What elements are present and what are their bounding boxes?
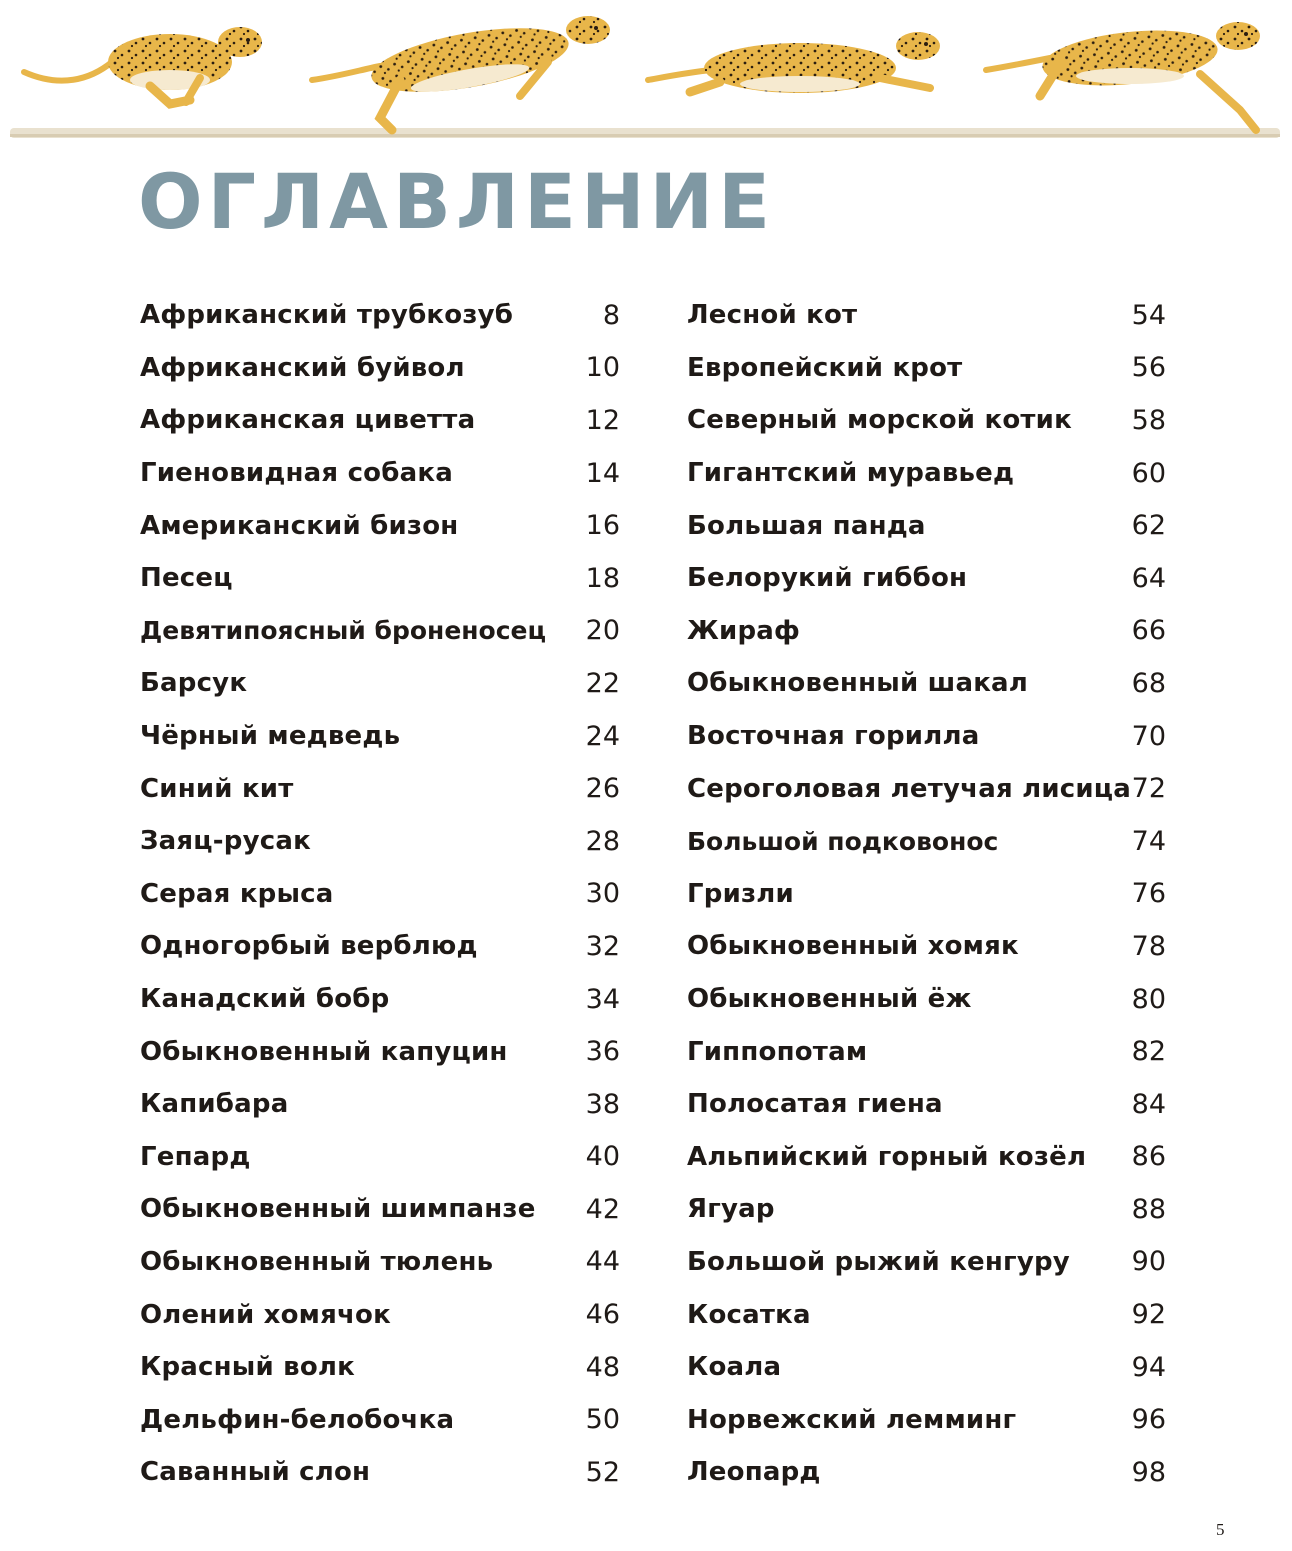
toc-entry[interactable] bbox=[687, 1025, 1166, 1078]
entry-page-number: 32 bbox=[585, 930, 620, 962]
toc-entry[interactable] bbox=[687, 657, 1166, 710]
entry-title: Леопард bbox=[687, 1457, 821, 1488]
cheetah-illustration bbox=[0, 0, 1292, 150]
toc-entry[interactable] bbox=[140, 762, 620, 815]
toc-entry[interactable] bbox=[687, 394, 1166, 447]
entry-page-number: 12 bbox=[585, 404, 620, 436]
entry-title: Европейский крот bbox=[687, 352, 963, 383]
entry-page-number: 42 bbox=[585, 1193, 620, 1225]
entry-title: Африканская циветта bbox=[140, 405, 476, 436]
entry-page-number: 66 bbox=[1131, 615, 1166, 647]
entry-page-number: 86 bbox=[1131, 1141, 1166, 1173]
entry-page-number: 70 bbox=[1131, 720, 1166, 752]
toc-entry[interactable] bbox=[687, 1341, 1166, 1394]
ground-line bbox=[10, 134, 1280, 137]
entry-page-number: 50 bbox=[585, 1404, 620, 1436]
entry-title: Канадский бобр bbox=[140, 984, 390, 1015]
entry-title: Обыкновенный ёж bbox=[687, 984, 972, 1015]
entry-title: Капибара bbox=[140, 1089, 289, 1120]
toc-entry[interactable] bbox=[687, 1393, 1166, 1446]
entry-title: Обыкновенный шимпанзе bbox=[140, 1194, 536, 1225]
entry-page-number: 62 bbox=[1131, 510, 1166, 542]
toc-entry[interactable] bbox=[140, 710, 620, 763]
toc-entry[interactable] bbox=[140, 1236, 620, 1289]
entry-title: Девятипоясный броненосец bbox=[140, 616, 547, 646]
entry-page-number: 60 bbox=[1131, 457, 1166, 489]
entry-page-number: 14 bbox=[585, 457, 620, 489]
toc-entry[interactable] bbox=[687, 868, 1166, 921]
cheetah-figure-1 bbox=[24, 27, 262, 104]
entry-title: Жираф bbox=[687, 615, 800, 646]
toc-entry[interactable] bbox=[687, 815, 1166, 868]
entry-page-number: 54 bbox=[1131, 299, 1166, 331]
toc-entry[interactable] bbox=[140, 1183, 620, 1236]
toc-entry[interactable] bbox=[687, 552, 1166, 605]
entry-title: Гиеновидная собака bbox=[140, 458, 453, 489]
toc-entry[interactable] bbox=[140, 605, 620, 658]
toc-entry[interactable] bbox=[687, 1446, 1166, 1499]
entry-title: Обыкновенный тюлень bbox=[140, 1246, 494, 1277]
toc-entry[interactable] bbox=[140, 1446, 620, 1499]
entry-page-number: 78 bbox=[1131, 930, 1166, 962]
entry-page-number: 56 bbox=[1131, 352, 1166, 384]
entry-title: Восточная горилла bbox=[687, 721, 980, 752]
entry-page-number: 64 bbox=[1131, 562, 1166, 594]
entry-title: Гепард bbox=[140, 1141, 251, 1172]
toc-left-column bbox=[140, 289, 620, 1499]
toc-entry[interactable] bbox=[687, 1131, 1166, 1184]
toc-entry[interactable] bbox=[687, 920, 1166, 973]
entry-title: Олений хомячок bbox=[140, 1299, 391, 1330]
entry-page-number: 98 bbox=[1131, 1456, 1166, 1488]
entry-page-number: 46 bbox=[585, 1299, 620, 1331]
entry-page-number: 88 bbox=[1131, 1193, 1166, 1225]
page-title: ОГЛАВЛЕНИЕ bbox=[138, 157, 776, 246]
entry-page-number: 44 bbox=[585, 1246, 620, 1278]
entry-page-number: 38 bbox=[585, 1088, 620, 1120]
toc-entry[interactable] bbox=[687, 1078, 1166, 1131]
entry-page-number: 76 bbox=[1131, 878, 1166, 910]
entry-page-number: 58 bbox=[1131, 404, 1166, 436]
entry-page-number: 68 bbox=[1131, 667, 1166, 699]
toc-entry[interactable] bbox=[687, 1288, 1166, 1341]
toc-entry[interactable] bbox=[140, 447, 620, 500]
entry-page-number: 72 bbox=[1131, 773, 1166, 805]
entry-page-number: 10 bbox=[585, 352, 620, 384]
entry-title: Гиппопотам bbox=[687, 1036, 868, 1067]
entry-title: Гигантский муравьед bbox=[687, 458, 1015, 489]
entry-page-number: 84 bbox=[1131, 1088, 1166, 1120]
toc-entry[interactable] bbox=[140, 973, 620, 1026]
entry-page-number: 74 bbox=[1131, 825, 1166, 857]
toc-entry[interactable] bbox=[140, 289, 620, 342]
entry-page-number: 92 bbox=[1131, 1299, 1166, 1331]
toc-entry[interactable] bbox=[140, 815, 620, 868]
cheetah-figure-4 bbox=[986, 22, 1260, 130]
entry-page-number: 28 bbox=[585, 825, 620, 857]
entry-page-number: 82 bbox=[1131, 1036, 1166, 1068]
toc-entry[interactable] bbox=[687, 710, 1166, 763]
toc-entry[interactable] bbox=[687, 447, 1166, 500]
entry-page-number: 18 bbox=[585, 562, 620, 594]
toc-entry[interactable] bbox=[140, 1025, 620, 1078]
toc-entry[interactable] bbox=[687, 605, 1166, 658]
toc-entry[interactable] bbox=[687, 499, 1166, 552]
toc-entry[interactable] bbox=[140, 1288, 620, 1341]
entry-title: Синий кит bbox=[140, 773, 294, 804]
toc-entry[interactable] bbox=[140, 657, 620, 710]
entry-title: Африканский трубкозуб bbox=[140, 300, 514, 331]
toc-entry[interactable] bbox=[140, 1131, 620, 1184]
cheetah-figure-2 bbox=[312, 16, 610, 130]
entry-page-number: 52 bbox=[585, 1456, 620, 1488]
entry-page-number: 48 bbox=[585, 1351, 620, 1383]
entry-page-number: 24 bbox=[585, 720, 620, 752]
toc-entry[interactable] bbox=[140, 342, 620, 395]
entry-page-number: 8 bbox=[602, 299, 620, 331]
entry-title: Чёрный медведь bbox=[140, 721, 401, 752]
toc-entry[interactable] bbox=[140, 1078, 620, 1131]
entry-title: Саванный слон bbox=[140, 1457, 371, 1488]
toc-entry[interactable] bbox=[140, 1341, 620, 1394]
entry-title: Дельфин-белобочка bbox=[140, 1404, 455, 1435]
entry-title: Песец bbox=[140, 563, 233, 594]
toc-entry[interactable] bbox=[140, 499, 620, 552]
entry-title: Красный волк bbox=[140, 1352, 355, 1383]
entry-title: Большой рыжий кенгуру bbox=[687, 1246, 1070, 1277]
entry-title: Обыкновенный шакал bbox=[687, 668, 1029, 699]
toc-entry[interactable] bbox=[687, 1236, 1166, 1289]
entry-page-number: 30 bbox=[585, 878, 620, 910]
entry-page-number: 90 bbox=[1131, 1246, 1166, 1278]
entry-title: Белорукий гиббон bbox=[687, 563, 968, 594]
entry-page-number: 34 bbox=[585, 983, 620, 1015]
toc-entry[interactable] bbox=[140, 868, 620, 921]
entry-title: Обыкновенный хомяк bbox=[687, 931, 1019, 962]
entry-title: Северный морской котик bbox=[687, 405, 1072, 436]
entry-page-number: 16 bbox=[585, 510, 620, 542]
entry-title: Сероголовая летучая лисица bbox=[687, 773, 1132, 804]
toc-entry[interactable] bbox=[140, 1393, 620, 1446]
entry-title: Серая крыса bbox=[140, 878, 334, 909]
entry-page-number: 96 bbox=[1131, 1404, 1166, 1436]
entry-title: Большой подковонос bbox=[687, 826, 999, 856]
cheetah-figure-3 bbox=[648, 32, 940, 93]
toc-entry[interactable] bbox=[140, 920, 620, 973]
entry-page-number: 80 bbox=[1131, 983, 1166, 1015]
entry-title: Ягуар bbox=[687, 1194, 775, 1225]
entry-title: Норвежский лемминг bbox=[687, 1404, 1017, 1435]
toc-entry[interactable] bbox=[687, 762, 1166, 815]
entry-title: Гризли bbox=[687, 878, 794, 909]
entry-title: Коала bbox=[687, 1352, 782, 1383]
entry-title: Барсук bbox=[140, 668, 248, 699]
entry-page-number: 40 bbox=[585, 1141, 620, 1173]
entry-title: Одногорбый верблюд bbox=[140, 931, 478, 962]
entry-page-number: 22 bbox=[585, 667, 620, 699]
toc-right-column bbox=[687, 289, 1166, 1499]
entry-title: Косатка bbox=[687, 1299, 811, 1330]
entry-title: Обыкновенный капуцин bbox=[140, 1036, 508, 1067]
toc-entry[interactable] bbox=[687, 342, 1166, 395]
entry-page-number: 36 bbox=[585, 1036, 620, 1068]
toc-entry[interactable] bbox=[687, 1183, 1166, 1236]
entry-title: Заяц-русак bbox=[140, 826, 311, 857]
entry-title: Африканский буйвол bbox=[140, 352, 465, 383]
entry-page-number: 20 bbox=[585, 615, 620, 647]
page-number: 5 bbox=[1216, 1520, 1225, 1539]
entry-title: Альпийский горный козёл bbox=[687, 1141, 1087, 1172]
entry-title: Большая панда bbox=[687, 510, 926, 541]
entry-title: Лесной кот bbox=[687, 300, 858, 331]
toc-entry[interactable] bbox=[140, 552, 620, 605]
entry-page-number: 26 bbox=[585, 773, 620, 805]
toc-entry[interactable] bbox=[140, 394, 620, 447]
entry-page-number: 94 bbox=[1131, 1351, 1166, 1383]
toc-entry[interactable] bbox=[687, 973, 1166, 1026]
toc-entry[interactable] bbox=[687, 289, 1166, 342]
entry-title: Полосатая гиена bbox=[687, 1089, 943, 1120]
entry-title: Американский бизон bbox=[140, 510, 459, 541]
